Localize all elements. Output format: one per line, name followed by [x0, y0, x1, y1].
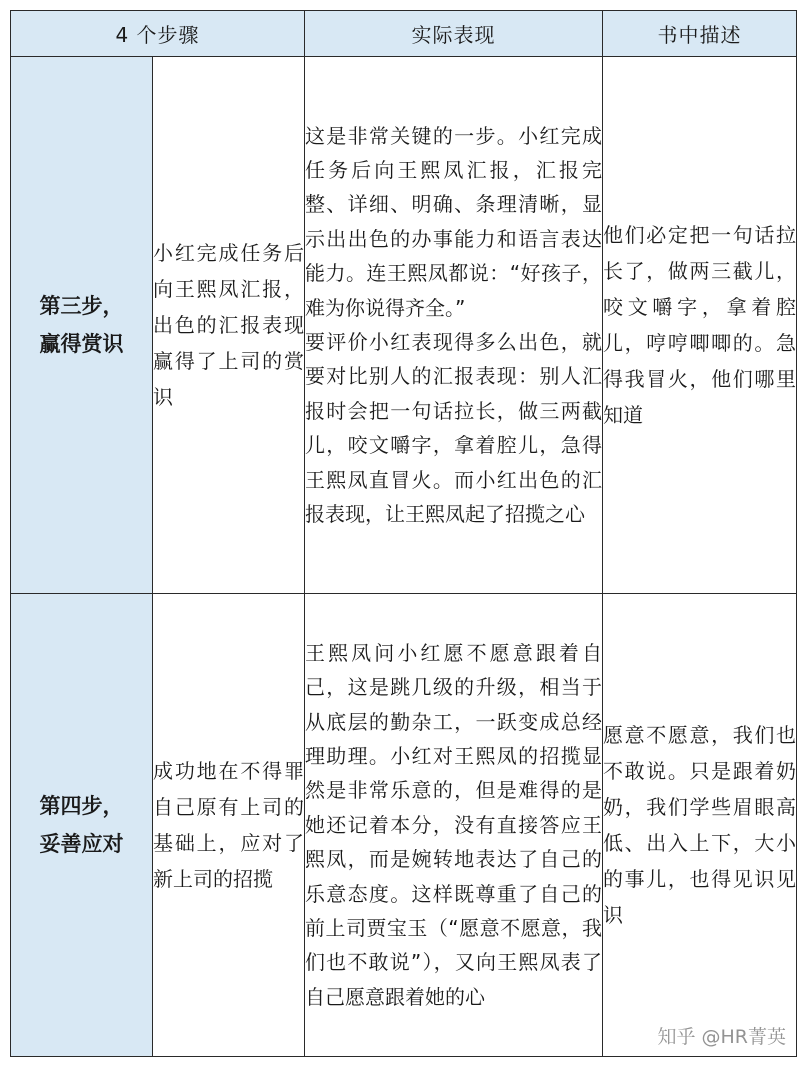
step-title-line2: 赢得赏识	[39, 332, 124, 356]
book-description-text: 愿意不愿意，我们也不敢说。只是跟着奶奶，我们学些眉眼高低、出入上下，大小的事儿，也得见识见识	[603, 723, 796, 927]
steps-table	[10, 10, 797, 1057]
step-summary-text: 小红完成任务后向王熙凤汇报，出色的汇报表现赢得了上司的赏识	[153, 241, 304, 409]
actual-performance	[305, 57, 603, 594]
step-summary-text: 成功地在不得罪自己原有上司的基础上，应对了新上司的招揽	[153, 759, 304, 891]
header-actual: 实际表现	[305, 11, 603, 57]
header-book: 书中描述	[603, 11, 797, 57]
step-title-line1: 第四步，	[39, 794, 124, 818]
step-title-line2: 妥善应对	[39, 832, 124, 856]
actual-performance-text: 这是非常关键的一步。小红完成任务后向王熙凤汇报，汇报完整、详细、明确、条理清晰，显示出出色的办事能力和语言表达能力。连王熙凤都说：“好孩子，难为你说得齐全。” 要评价小红表现得多么出色，就要对比别人的汇报表现：别人汇报时会把一句话拉长，做三两截儿，咬文嚼字，拿着腔儿，急得王熙凤直冒火。而小红出色的汇报表现，让王熙凤起了招揽之心	[305, 123, 602, 527]
watermark: 知乎 @HR菁英	[657, 1026, 786, 1048]
actual-performance-text: 王熙凤问小红愿不愿意跟着自己，这是跳几级的升级，相当于从底层的勤杂工，一跃变成总经理助理。小红对王熙凤的招揽显然是非常乐意的，但是难得的是她还记着本分，没有直接答应王熙凤，而是婉转地表达了自己的乐意态度。这样既尊重了自己的前上司贾宝玉（“愿意不愿意，我们也不敢说”），又向王熙凤表了自己愿意跟着她的心	[305, 640, 602, 1009]
header-steps: 4 个步骤	[11, 11, 305, 57]
book-description	[603, 594, 797, 1057]
step-summary	[153, 57, 305, 594]
table-row	[11, 57, 797, 594]
step-summary	[153, 594, 305, 1057]
header-row	[11, 11, 797, 57]
step-title	[11, 594, 153, 1057]
book-description-text: 他们必定把一句话拉长了，做两三截儿，咬文嚼字，拿着腔儿，哼哼唧唧的。急得我冒火，他们哪里知道	[603, 223, 796, 427]
step-title	[11, 57, 153, 594]
table-row	[11, 594, 797, 1057]
step-title-line1: 第三步，	[39, 294, 124, 318]
book-description	[603, 57, 797, 594]
actual-performance	[305, 594, 603, 1057]
